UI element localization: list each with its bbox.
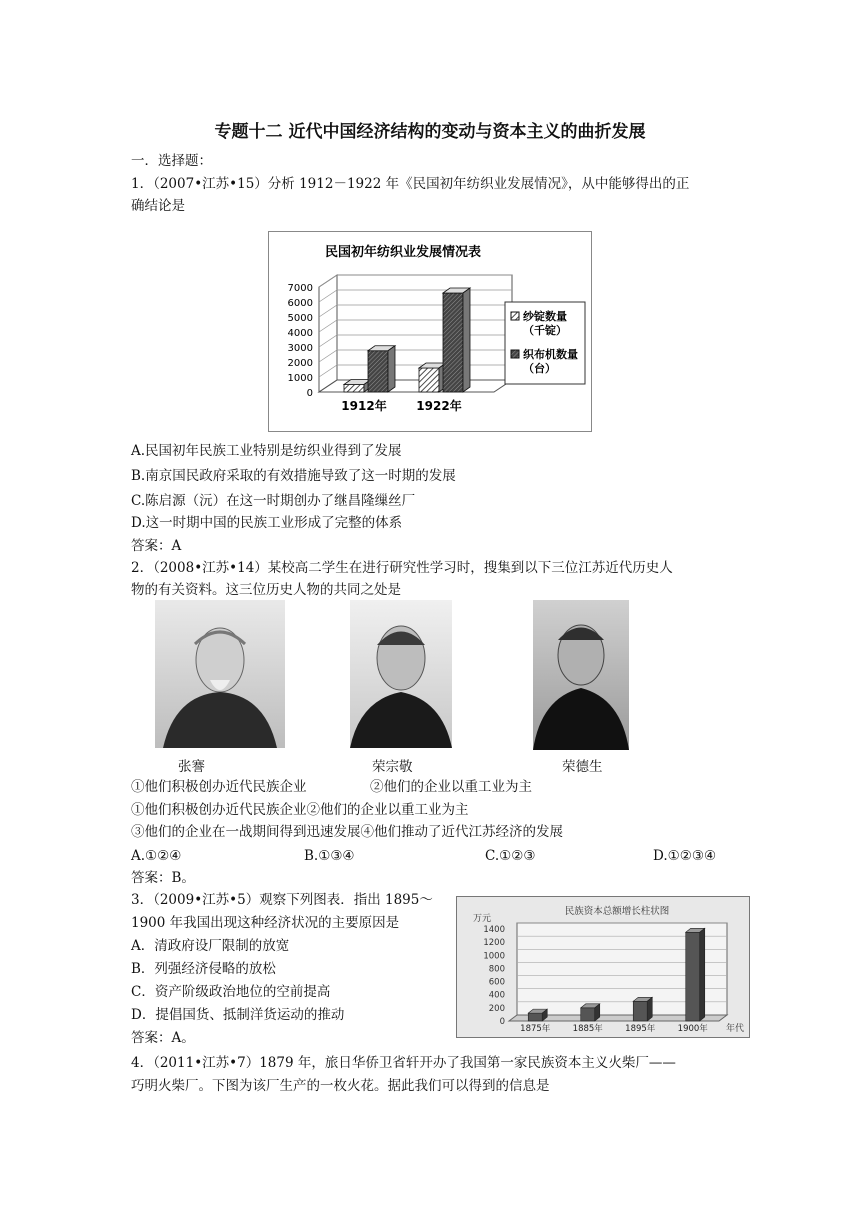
q1-legend-label: 织布机数量: [523, 348, 578, 361]
q1-ytick-label: 3000: [287, 343, 313, 354]
q3-bar-0: [528, 1013, 542, 1021]
q1-chart-svg: [269, 232, 591, 431]
q1-legend-swatch: [511, 350, 519, 358]
portrait-photo-3: [533, 600, 629, 750]
q2-statement-line2: ①他们积极创办近代民族企业②他们的企业以重工业为主: [131, 802, 469, 818]
q3-option-d: D．提倡国货、抵制洋货运动的推动: [131, 1007, 345, 1023]
q1-ytick-label: 6000: [287, 298, 313, 309]
q1-chart: [268, 231, 592, 432]
q2-option-b: B.①③④: [304, 848, 355, 864]
q1-legend-swatch: [511, 312, 519, 320]
q2-statement-line3: ③他们的企业在一战期间得到迅速发展④他们推动了近代江苏经济的发展: [131, 824, 563, 840]
portrait-photo-2: [350, 600, 452, 748]
q3-chart: [456, 896, 750, 1038]
q3-chart-xlabel: 年代: [726, 1024, 745, 1034]
q2-statement-1: ①他们积极创办近代民族企业: [131, 779, 307, 795]
q1-bar-1-0: [419, 368, 439, 392]
q3-ytick-label: 800: [488, 964, 505, 975]
q1-bar-0-0: [344, 385, 364, 393]
q4-stem-line2: 巧明火柴厂。下图为该厂生产的一枚火花。据此我们可以得到的信息是: [131, 1078, 550, 1094]
q3-answer: 答案：A。: [131, 1030, 195, 1046]
q2-statement-2: ②他们的企业以重工业为主: [370, 779, 532, 795]
q3-bar-side: [647, 997, 652, 1021]
q3-chart-svg: [457, 897, 749, 1037]
q1-option-d: D.这一时期中国的民族工业形成了完整的体系: [131, 515, 403, 531]
q2-answer: 答案：B。: [131, 870, 195, 886]
q2-stem-line1: 2．（2008•江苏•14）某校高二学生在进行研究性学习时，搜集到以下三位江苏近代历史人: [131, 560, 673, 576]
q1-chart-side-wall: [319, 275, 337, 392]
q3-xtick-label: 1875年: [520, 1024, 551, 1034]
q1-ytick-label: 1000: [287, 373, 313, 384]
q1-legend-unit: （千锭）: [523, 324, 567, 337]
q1-gridline: [319, 365, 512, 377]
q1-option-c: C.陈启源（沅）在这一时期创办了继昌隆缫丝厂: [131, 493, 416, 509]
q1-gridline: [319, 290, 512, 302]
q1-gridline: [319, 335, 512, 347]
q1-option-a: A.民国初年民族工业特别是纺织业得到了发展: [131, 443, 402, 459]
q2-option-d: D.①②③④: [653, 848, 717, 864]
q3-option-a: A．清政府设厂限制的放宽: [131, 938, 290, 954]
q3-option-b: B．列强经济侵略的放松: [131, 961, 276, 977]
q1-bar-side: [463, 288, 470, 392]
q1-bar-side: [388, 346, 395, 392]
q1-stem-line2: 确结论是: [131, 198, 185, 214]
q1-gridline: [319, 350, 512, 362]
q3-bar-1: [581, 1008, 595, 1021]
q1-ytick-label: 4000: [287, 328, 313, 339]
q3-chart-title: 民族资本总额增长柱状图: [564, 906, 670, 917]
q3-ytick-label: 1000: [483, 951, 505, 962]
portrait-caption-3: 荣德生: [562, 759, 603, 775]
q1-ytick-label: 7000: [287, 283, 313, 294]
q3-ytick-label: 200: [488, 1003, 505, 1014]
q3-option-c: C．资产阶级政治地位的空前提高: [131, 984, 331, 1000]
q1-legend-label: 纱锭数量: [523, 310, 567, 323]
q3-xtick-label: 1885年: [572, 1024, 603, 1034]
q2-stem-line2: 物的有关资料。这三位历史人物的共同之处是: [131, 582, 401, 598]
q2-option-a: A.①②④: [131, 848, 182, 864]
portrait-caption-2: 荣宗敬: [372, 759, 413, 775]
q1-bar-0-1: [368, 351, 388, 392]
q3-xtick-label: 1900年: [677, 1024, 708, 1034]
page-title: 专题十二 近代中国经济结构的变动与资本主义的曲折发展: [214, 122, 646, 142]
q3-stem-line1: 3．（2009•江苏•5）观察下列图表．指出 1895～: [131, 892, 433, 908]
q1-gridline: [319, 320, 512, 332]
q1-option-b: B.南京国民政府采取的有效措施导致了这一时期的发展: [131, 468, 456, 484]
portrait-photo-1: [155, 600, 285, 748]
q3-chart-ylabel: 万元: [473, 914, 492, 924]
q1-legend-unit: （台）: [523, 362, 556, 375]
q3-ytick-label: 400: [488, 990, 505, 1001]
q3-ytick-label: 600: [488, 977, 505, 988]
q1-ytick-label: 2000: [287, 358, 313, 369]
q1-stem-line1: 1．（2007•江苏•15）分析 1912－1922 年《民国初年纺织业发展情况》，从中能够得出的正: [131, 176, 690, 192]
q3-bar-2: [633, 1001, 647, 1021]
section-heading: 一．选择题：: [131, 153, 212, 169]
portrait-caption-1: 张謇: [178, 759, 205, 775]
q1-xtick-label: 1912年: [341, 399, 387, 413]
q3-xtick-label: 1895年: [625, 1024, 656, 1034]
q1-ytick-label: 0: [306, 388, 313, 399]
q1-bar-1-1: [443, 293, 463, 392]
q3-bar-3: [686, 932, 700, 1021]
q4-stem-line1: 4．（2011•江苏•7）1879 年，旅日华侨卫省轩开办了我国第一家民族资本主义火柴厂——: [131, 1055, 676, 1071]
q3-ytick-label: 1400: [483, 925, 505, 935]
q3-ytick-label: 1200: [483, 938, 505, 949]
q3-bar-side: [700, 928, 705, 1021]
q1-answer: 答案：A: [131, 538, 182, 554]
q1-ytick-label: 5000: [287, 313, 313, 324]
q2-option-c: C.①②③: [485, 848, 536, 864]
q1-chart-title: 民国初年纺织业发展情况表: [324, 245, 482, 260]
q1-gridline: [319, 275, 512, 287]
q3-ytick-label: 0: [499, 1017, 505, 1027]
q1-gridline: [319, 305, 512, 317]
q3-stem-line2: 1900 年我国出现这种经济状况的主要原因是: [131, 915, 400, 931]
q1-xtick-label: 1922年: [416, 399, 462, 413]
